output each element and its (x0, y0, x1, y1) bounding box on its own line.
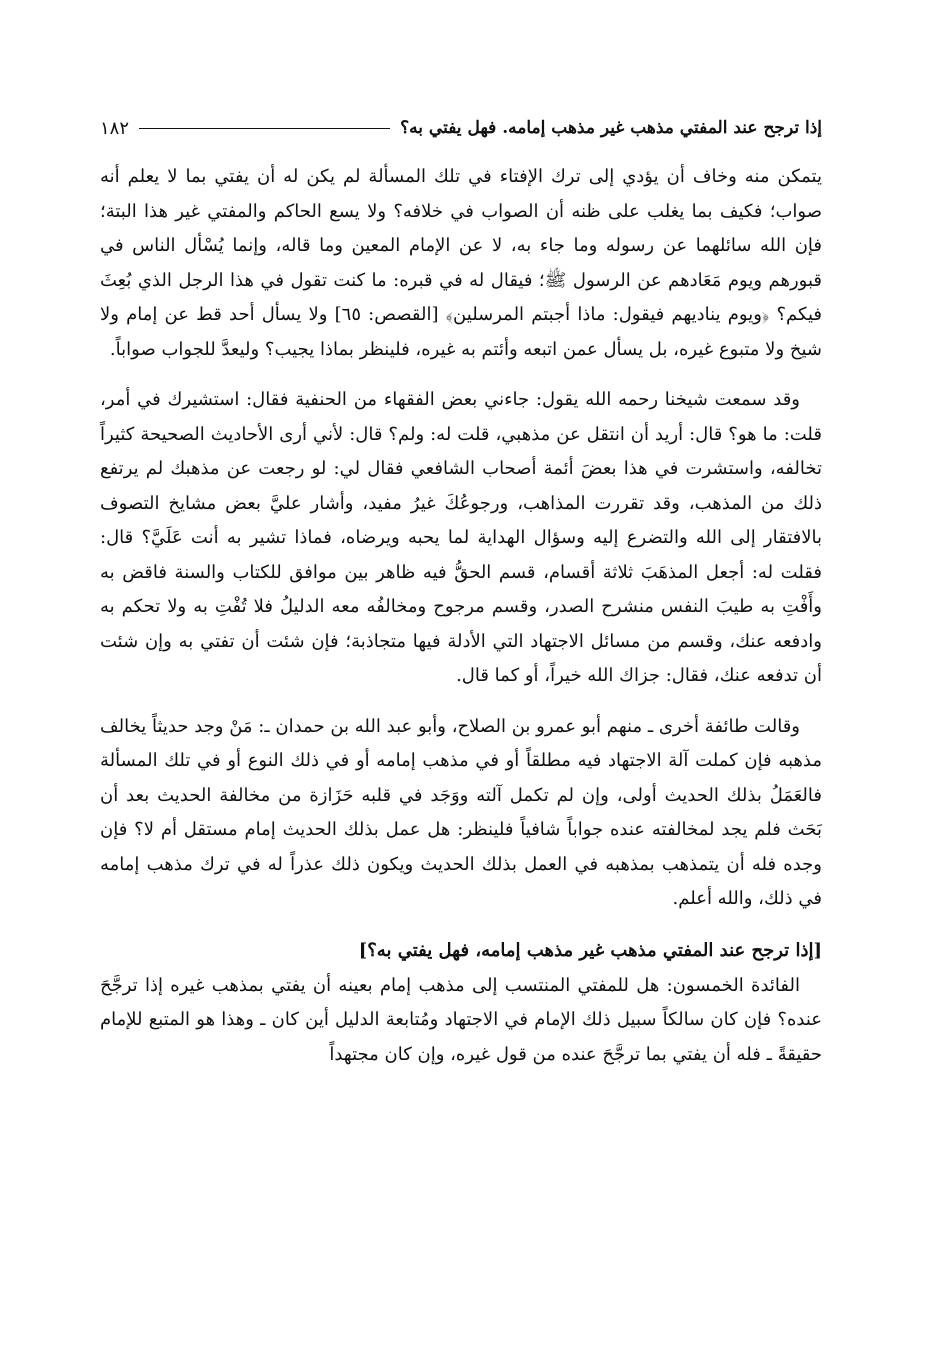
running-header (100, 110, 822, 146)
paragraph-2: وقد سمعت شيخنا رحمه الله يقول: جاءني بعض الفقهاء من الحنفية فقال: استشيرك في أمر، قلت: ما هو؟ قال: أريد أن انتقل عن مذهبي، قلت له: ولم؟ قال: لأني أرى الأحاديث الصحيحة كثيراً تخالفه، واستشرت في هذا بعضَ أئمة أصحاب الشافعي فقال لي: لو رجعت عن مذهبك لم يرتفع ذلك من المذهب، وقد تقررت المذاهب، ورجوعُكَ غيرُ مفيد، وأشار عليَّ بعض مشايخ التصوف بالافتقار إلى الله والتضرع إليه وسؤال الهداية لما يحبه ويرضاه، فماذا تشير به أنت عَلَيَّ؟ قال: فقلت له: أجعل المذهَبَ ثلاثة أقسام، قسم الحقُّ فيه ظاهر بين موافق للكتاب والسنة فاقض به وأَفْتِ به طيبَ النفس منشرح الصدر، وقسم مرجوح ومخالفُه معه الدليلُ فلا تُفْتِ به ولا تحكم به وادفعه عنك، وقسم من مسائل الاجتهاد التي الأدلة فيها متجاذبة؛ فإن شئت أن تفتي به وإن شئت أن تدفعه عنك، فقال: جزاك الله خيراً، أو كما قال. (100, 389, 822, 686)
book-page (100, 110, 822, 1072)
page-number: ١٨٢ (100, 117, 130, 139)
body-text (100, 160, 822, 1072)
paragraph-3: وقالت طائفة أخرى ـ منهم أبو عمرو بن الصلاح، وأبو عبد الله بن حمدان ـ: مَنْ وجد حديثاً يخالف مذهبه فإن كملت آلة الاجتهاد فيه مطلقاً أو في مذهب إمامه أو في ذلك النوع أو في تلك المسألة فالعَمَلُ بذلك الحديث أولى، وإن لم تكمل آلته ووَجَد في قلبه حَزَازة من مخالفة الحديث بعد أن بَحَث فلم يجد لمخالفته عنده جواباً شافياً فلينظر: هل عمل بذلك الحديث إمام مستقل أم لا؟ فإن وجده فله أن يتمذهب بمذهبه في العمل بذلك الحديث ويكون ذلك عذراً له في ترك مذهب إمامه في ذلك، والله أعلم. (100, 715, 822, 909)
section-heading: [إذا ترجح عند المفتي مذهب غير مذهب إمامه، فهل يفتي به؟] (358, 939, 822, 961)
paragraph-1: يتمكن منه وخاف أن يؤدي إلى ترك الإفتاء في تلك المسألة لم يكن له أن يفتي بما لا يعلم أنه صواب؛ فكيف بما يغلب على ظنه أن الصواب في خلافه؟ ولا يسع الحاكم والمفتي غير هذا البتة؛ فإن الله سائلهما عن رسوله وما جاء به، لا عن الإمام المعين وما قاله، وإنما يُسْأل الناس في قبورهم ويوم مَعَادهم عن الرسول ﷺ؛ فيقال له في قبره: ما كنت تقول في هذا الرجل الذي بُعِثَ فيكم؟ ﴿ويوم يناديهم فيقول: ماذا أجبتم المرسلين﴾ [القصص: ٦٥] ولا يسأل أحد قط عن إمام ولا شيخ ولا متبوع غيره، بل يسأل عمن اتبعه وأئتم به غيره، فلينظر بماذا يجيب؟ وليعدَّ للجواب صواباً. (100, 166, 823, 360)
section-paragraph: الفائدة الخمسون: هل للمفتي المنتسب إلى مذهب إمام بعينه أن يفتي بمذهب غيره إذا ترجَّحَ عنده؟ فإن كان سالكاً سبيل ذلك الإمام في الاجتهاد ومُتابعة الدليل أين كان ـ وهذا هو المتبع للإمام حقيقةً ـ فله أن يفتي بما ترجَّحَ عنده من قول غيره، وإن كان مجتهداً (100, 974, 823, 1065)
header-rule (139, 128, 390, 129)
running-header-title: إذا ترجح عند المفتي مذهب غير مذهب إمامه. فهل يفتي به؟ (400, 118, 822, 138)
